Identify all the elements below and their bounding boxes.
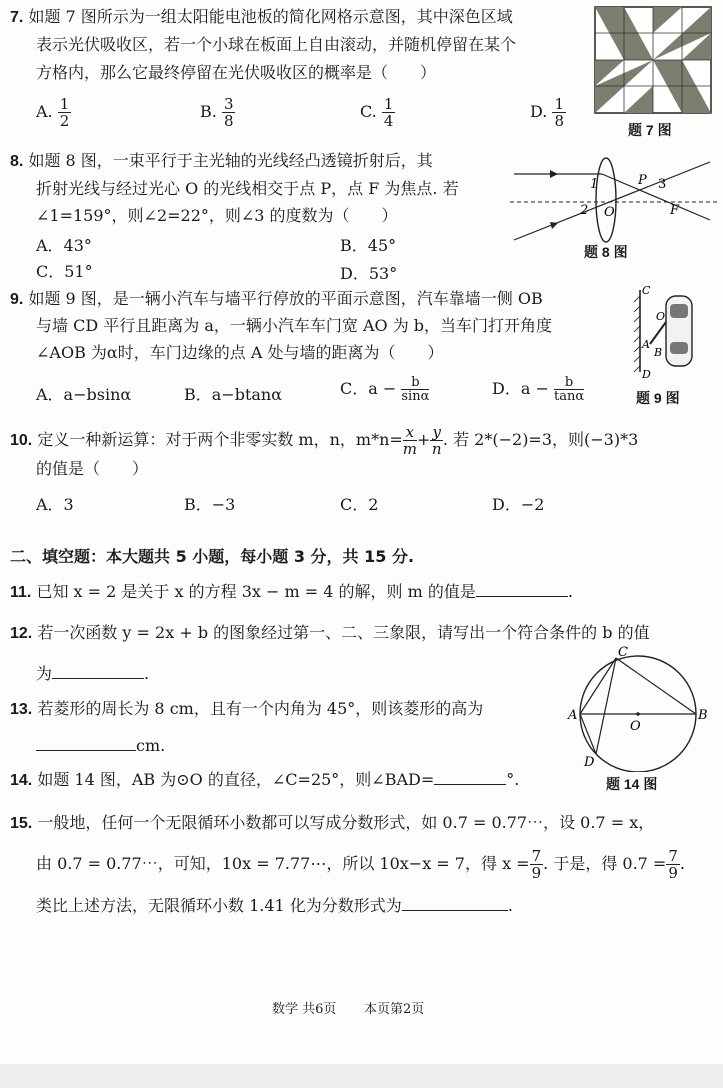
q15-frac2-num: 7 bbox=[668, 847, 678, 865]
q7-option-c bbox=[360, 96, 395, 129]
q9-car-rear-window bbox=[670, 342, 688, 354]
q15-text-1: 一般地，任何一个无限循环小数都可以写成分数形式，如 0.7 = 0.77⋯，设 0.7 = x， bbox=[37, 813, 655, 832]
q10-frac2-num: y bbox=[432, 423, 441, 441]
q8-option-b: B．45° bbox=[340, 236, 397, 255]
q15-frac2 bbox=[666, 848, 680, 881]
q14-figure bbox=[566, 646, 714, 772]
q9-label-C: C bbox=[642, 284, 651, 297]
q9-label-D: D bbox=[642, 368, 651, 381]
q7-a-den: 2 bbox=[59, 112, 70, 130]
q13-line2 bbox=[36, 736, 165, 755]
q7-line2: 表示光伏吸收区，若一个小球在板面上自由滚动，并随机停留在某个 bbox=[36, 35, 517, 54]
q9-line1 bbox=[10, 290, 543, 309]
q10-option-c: C．2 bbox=[340, 495, 379, 514]
q7-line3: 方格内，那么它最终停留在光伏吸收区的概率是（ ） bbox=[36, 63, 437, 82]
q15-answer-blank[interactable] bbox=[402, 896, 508, 911]
q15-frac1-den: 9 bbox=[531, 864, 542, 882]
q15-text-3: 类比上述方法，无限循环小数 1.41 化为分数形式为 bbox=[36, 896, 402, 915]
q10-text-a: 定义一种新运算：对于两个非零实数 m，n，m*n= bbox=[37, 430, 403, 449]
q15-end: . bbox=[507, 896, 513, 915]
q8-line1 bbox=[10, 152, 433, 171]
q10-number: 10. bbox=[10, 432, 33, 449]
q7-a-num: 1 bbox=[59, 95, 70, 113]
q8-label-3: 3 bbox=[658, 177, 667, 192]
q7-option-c-label: C. bbox=[360, 102, 377, 121]
q11-number: 11. bbox=[10, 584, 32, 601]
q14-label-C: C bbox=[618, 646, 628, 660]
q13-answer-blank[interactable] bbox=[36, 736, 136, 751]
q14-line bbox=[10, 770, 519, 790]
q8-caption: 题 8 图 bbox=[584, 244, 628, 260]
q12-number: 12. bbox=[10, 625, 33, 642]
q7-option-b-label: B. bbox=[200, 102, 217, 121]
q11-answer-blank[interactable] bbox=[476, 582, 568, 597]
footer-total-pages: 数学 共6页 bbox=[272, 1002, 337, 1017]
q14-chord-CB bbox=[616, 658, 696, 714]
q10-frac1-den: m bbox=[402, 440, 418, 458]
q7-b-den: 8 bbox=[223, 112, 234, 130]
q9-label-B: B bbox=[654, 346, 663, 359]
q11-text: 已知 x = 2 是关于 x 的方程 3x − m = 4 的解，则 m 的值是 bbox=[36, 582, 476, 601]
q7-option-b-frac bbox=[222, 96, 236, 129]
q15-line2 bbox=[36, 848, 685, 881]
q8-figure bbox=[510, 152, 718, 244]
q14-chord-CD bbox=[596, 658, 616, 754]
q8-label-O: O bbox=[604, 205, 615, 220]
q15-text-2-end: . bbox=[679, 854, 685, 873]
q8-label-P: P bbox=[638, 173, 647, 188]
q8-number: 8. bbox=[10, 153, 24, 170]
q14-chord-AD bbox=[580, 714, 596, 754]
q8-arrow-icon bbox=[550, 222, 558, 229]
q7-option-d-label: D. bbox=[530, 102, 548, 121]
q15-line1 bbox=[10, 814, 654, 833]
q9-caption: 题 9 图 bbox=[636, 390, 680, 406]
q7-option-c-frac bbox=[382, 96, 396, 129]
bottom-bar bbox=[0, 1064, 723, 1088]
q15-text-2a: 由 0.7 = 0.77⋯，可知，10x = 7.77⋯，所以 10x−x = 7，得 x = bbox=[36, 854, 530, 873]
q12-text: 若一次函数 y = 2x + b 的图象经过第一、二、三象限，请写出一个符合条件的 b 的值 bbox=[37, 623, 650, 642]
q8-option-a: A．43° bbox=[36, 236, 92, 255]
q9-c-num: b bbox=[401, 376, 429, 390]
q7-option-b bbox=[200, 96, 235, 129]
q8-option-d: D．53° bbox=[340, 264, 398, 283]
q12-line1 bbox=[10, 624, 650, 643]
q9-option-b: B．a−btanα bbox=[184, 385, 283, 404]
q9-d-num: b bbox=[554, 376, 584, 390]
q9-line2: 与墙 CD 平行且距离为 a，一辆小汽车车门宽 AO 为 b，当车门打开角度 bbox=[36, 316, 553, 335]
q13-number: 13. bbox=[10, 701, 33, 718]
q9-d-den: tanα bbox=[553, 389, 585, 404]
q9-option-a: A．a−bsinα bbox=[36, 385, 132, 404]
q15-frac1-num: 7 bbox=[531, 847, 542, 865]
q14-label-B: B bbox=[698, 708, 708, 723]
q13-suffix: cm. bbox=[136, 736, 166, 755]
q9-d-frac bbox=[554, 376, 584, 403]
q7-caption: 题 7 图 bbox=[628, 122, 672, 138]
q9-c-frac bbox=[401, 376, 429, 403]
q11-line bbox=[10, 582, 573, 602]
q9-c-label: C．a − bbox=[340, 379, 397, 398]
q10-line1 bbox=[10, 424, 638, 457]
q15-frac2-den: 9 bbox=[668, 864, 678, 882]
q12-answer-blank[interactable] bbox=[52, 664, 144, 679]
q9-line3: ∠AOB 为α时，车门边缘的点 A 处与墙的距离为（ ） bbox=[36, 343, 444, 362]
q9-label-O: O bbox=[656, 310, 666, 323]
q9-option-c bbox=[340, 376, 429, 403]
q10-option-b: B．−3 bbox=[184, 495, 236, 514]
q15-frac1 bbox=[530, 848, 544, 881]
q10-option-a: A．3 bbox=[36, 495, 74, 514]
q7-option-d-frac bbox=[552, 96, 566, 129]
q9-c-den: sinα bbox=[401, 389, 430, 404]
q8-label-2: 2 bbox=[580, 203, 589, 218]
q14-label-A: A bbox=[568, 708, 578, 723]
q7-figure bbox=[594, 6, 712, 114]
q8-ray-refracted bbox=[602, 174, 710, 220]
footer-page-number: 本页第2页 bbox=[364, 1002, 425, 1017]
q7-b-num: 3 bbox=[223, 95, 234, 113]
q10-frac1-num: x bbox=[403, 424, 417, 441]
q9-car-windshield bbox=[670, 304, 688, 318]
q11-end: . bbox=[567, 582, 573, 601]
q10-option-d: D．−2 bbox=[492, 495, 545, 514]
q14-label-D: D bbox=[584, 755, 595, 770]
q10-line2: 的值是（ ） bbox=[36, 459, 149, 478]
q12-end: . bbox=[144, 664, 150, 683]
q9-wall-hatch bbox=[634, 296, 640, 372]
q7-c-den: 4 bbox=[383, 112, 394, 130]
q9-figure bbox=[624, 282, 696, 382]
q7-number: 7. bbox=[10, 9, 24, 26]
q10-plus: + bbox=[417, 430, 431, 449]
q7-option-d bbox=[530, 96, 566, 129]
q14-caption: 题 14 图 bbox=[606, 776, 658, 792]
q8-label-1: 1 bbox=[590, 177, 599, 192]
q14-number: 14. bbox=[10, 772, 33, 789]
q9-d-label: D．a − bbox=[492, 379, 549, 398]
q10-text-b: . 若 2*(−2)=3，则(−3)*3 bbox=[442, 430, 639, 449]
q9-option-d bbox=[492, 376, 584, 403]
q14-center-point bbox=[636, 712, 640, 716]
q14-label-O: O bbox=[630, 719, 641, 734]
q14-end: °. bbox=[506, 770, 520, 789]
q8-label-F: F bbox=[670, 203, 680, 218]
q7-line1 bbox=[10, 8, 513, 27]
q7-d-den: 8 bbox=[554, 112, 564, 130]
q12-line2 bbox=[36, 664, 149, 683]
q12-prefix: 为 bbox=[36, 664, 53, 683]
q9-number: 9. bbox=[10, 291, 24, 308]
q8-text-1: 如题 8 图，一束平行于主光轴的光线经凸透镜折射后，其 bbox=[28, 151, 433, 170]
q13-line1 bbox=[10, 700, 483, 719]
q9-text-1: 如题 9 图，是一辆小汽车与墙平行停放的平面示意图，汽车靠墙一侧 OB bbox=[28, 289, 543, 308]
q14-answer-blank[interactable] bbox=[434, 770, 506, 785]
q7-d-num: 1 bbox=[554, 95, 564, 113]
q8-line2: 折射光线与经过光心 O 的光线相交于点 P，点 F 为焦点. 若 bbox=[36, 179, 459, 198]
q9-car-door bbox=[650, 322, 666, 344]
q13-text: 若菱形的周长为 8 cm，且有一个内角为 45°，则该菱形的高为 bbox=[37, 699, 484, 718]
q7-option-a-frac bbox=[58, 96, 72, 129]
q8-option-c: C．51° bbox=[36, 262, 93, 281]
q15-line3 bbox=[36, 896, 513, 915]
q10-frac1 bbox=[403, 424, 417, 457]
q9-label-A: A bbox=[642, 338, 650, 351]
q7-text-1: 如题 7 图所示为一组太阳能电池板的简化网格示意图，其中深色区域 bbox=[28, 7, 513, 26]
q15-number: 15. bbox=[10, 815, 33, 832]
q15-text-2b: . 于是，得 0.7 = bbox=[543, 854, 667, 873]
q7-option-a-label: A. bbox=[36, 102, 53, 121]
q8-arrow-icon bbox=[550, 170, 558, 178]
q14-text: 如题 14 图，AB 为⊙O 的直径，∠C=25°，则∠BAD= bbox=[37, 770, 435, 789]
q7-c-num: 1 bbox=[383, 95, 394, 113]
section2-heading: 二、填空题：本大题共 5 小题，每小题 3 分，共 15 分. bbox=[10, 547, 415, 566]
q10-frac2-den: n bbox=[431, 440, 442, 458]
q8-line3: ∠1=159°，则∠2=22°，则∠3 的度数为（ ） bbox=[36, 206, 398, 225]
q10-frac2 bbox=[430, 424, 442, 457]
q7-option-a bbox=[36, 96, 71, 129]
